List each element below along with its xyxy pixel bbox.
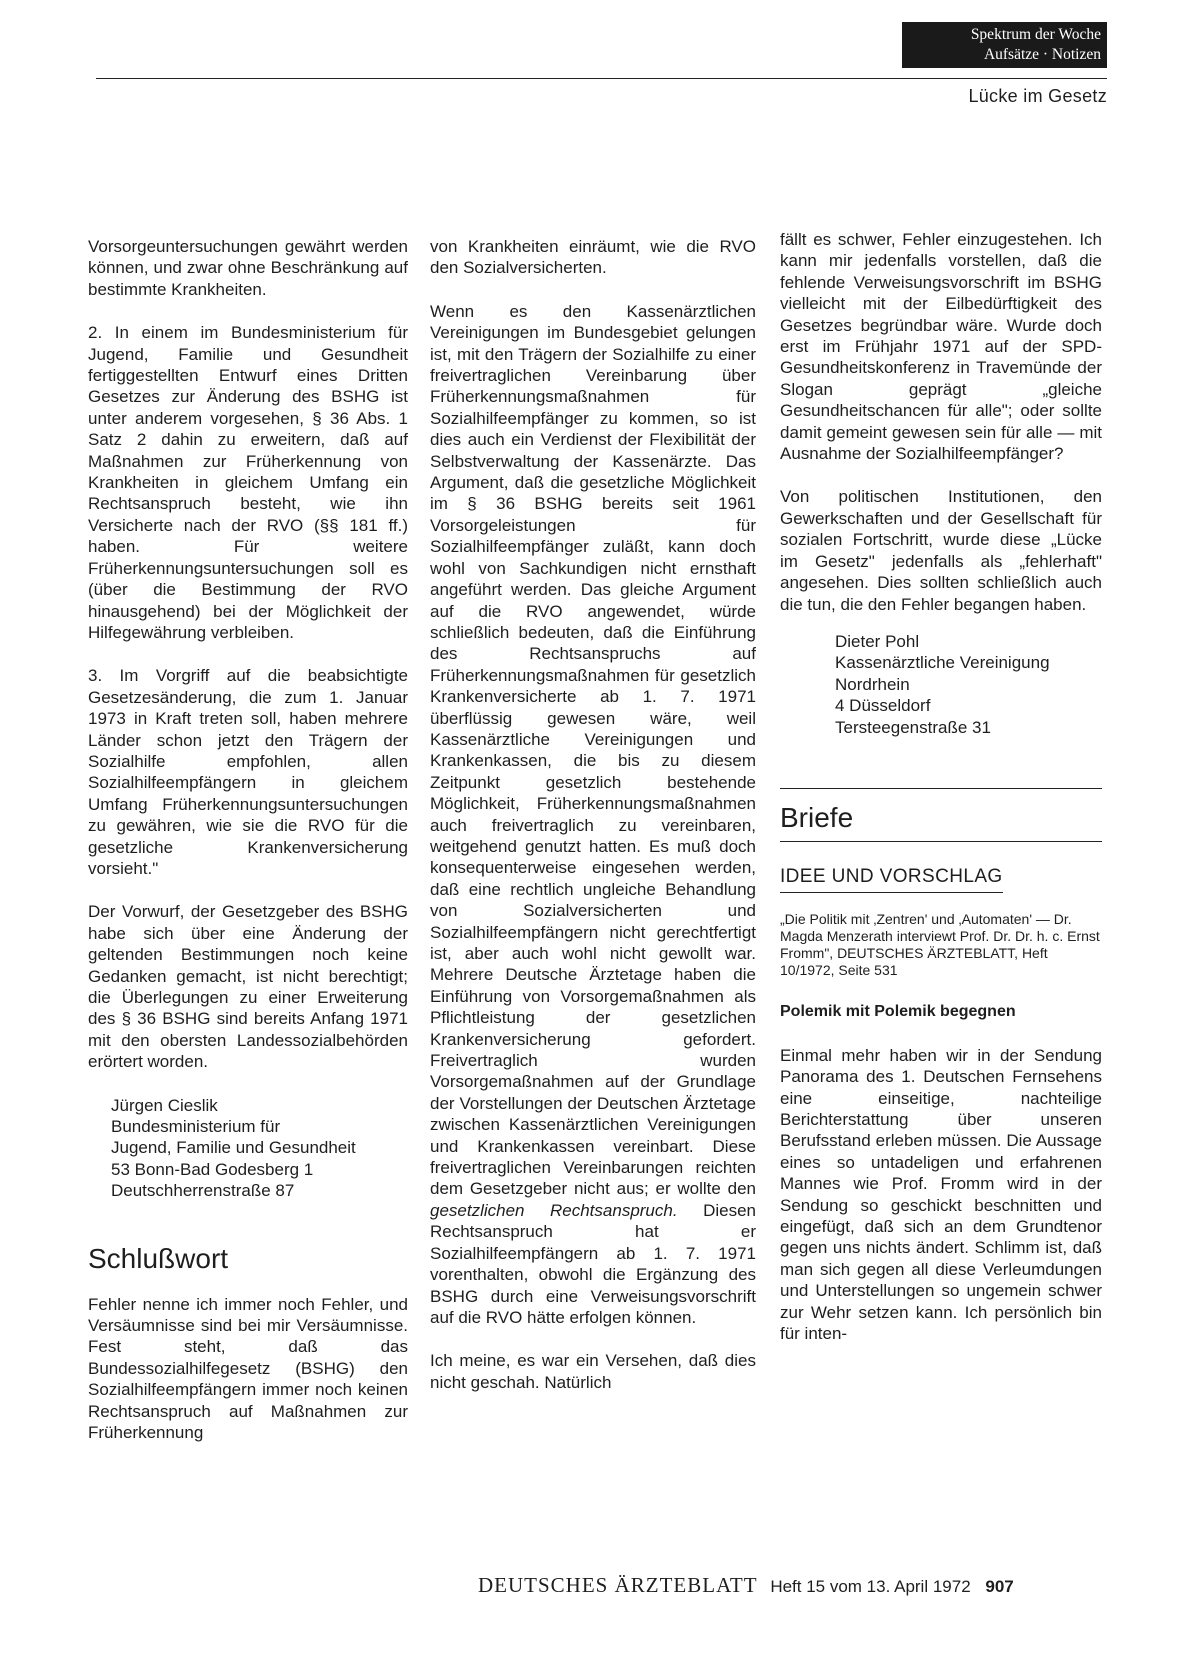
author-affiliation: Jugend, Familie und Gesundheit <box>111 1138 356 1158</box>
paragraph-text: Wenn es den Kassenärztlichen Vereinigungen im Bundesgebiet gelungen ist, mit den Trägern der Sozialhilfe zu einer freivertraglichen Vereinbarung über Früherkennungsmaßnahmen für Sozialhilfeempfänger zu kommen, so ist dies auch ein Verdienst der Flexibilität der Selbstverwaltung der Kassenärzte. Das Argument, daß die gesetzliche Möglichkeit im § 36 BSHG bereits seit 1961 Vorsorgeleistungen für Sozialhilfeempfänger zuläßt, kann doch wohl von Sachkundigen nicht ernsthaft angeführt werden. Das gleiche Argument auf die RVO angewendet, würde schließlich bedeuten, daß die Einführung des Rechtsanspruchs auf Früherkennungsmaßnahmen für gesetzlich Krankenversicherte ab 1. 7. 1971 überflüssig gewesen wäre, weil Kassenärztliche Vereinigungen und Krankenkassen, die bis zu diesem Zeitpunkt gesetzlich bestehende Möglichkeit, Früherkennungsmaßnahmen auch freivertraglich zu vereinbaren, weitgehend genutzt hatten. Es muß doch konsequenterweise eingesehen werden, daß eine rechtlich ungleiche Behandlung von Sozialversicherten und Sozialhilfeempfängern nicht gerechtfertigt ist, aber auch wohl nicht gewollt war. Mehrere Deutsche Ärztetage haben die Einführung von Vorsorgemaßnahmen als Pflichtleistung der gesetzlichen Krankenversicherung gefordert. Freivertraglich wurden Vorsorgemaßnahmen auf der Grundlage der Vorstellungen der Deutschen Ärztetage zwischen Kassenärztlichen Vereinigungen und Krankenkassen vereinbart. Diese freivertraglichen Vereinbarungen reichten dem Gesetzgeber nicht aus; er wollte den <box>430 301 756 1199</box>
paragraph <box>430 301 756 1329</box>
section-badge-line1: Spektrum der Woche <box>970 26 1101 43</box>
rubric-label: IDEE UND VORSCHLAG <box>780 866 1003 893</box>
paragraph: Von politischen Institutionen, den Gewerkschaften und der Gesellschaft für sozialen Fortschritt, wurde diese „Lücke im Gesetz" jedenfalls als „fehlerhaft" angesehen. Dies sollten schließlich auch die tun, die den Fehler begangen haben. <box>780 487 1102 614</box>
author-signature <box>780 631 1102 738</box>
column-1 <box>88 236 408 1466</box>
section-badge <box>902 22 1107 68</box>
paragraph: Einmal mehr haben wir in der Sendung Panorama des 1. Deutschen Fernsehens eine einseitige, nachteilige Berichterstattung über unseren Berufsstand erleben müssen. Die Aussage eines so untadeligen und erfahrenen Mannes wie Prof. Fromm wird in der Sendung so geschickt beschnitten und eingefügt, daß sich an dem Grundtenor gegen uns nichts ändert. Schlimm ist, daß man sich gegen all diese Verleumdungen und Unterstellungen so ungemein schwer zur Wehr setzen kann. Ich persönlich bin für inten- <box>780 1045 1102 1344</box>
paragraph: Vorsorgeuntersuchungen gewährt werden können, und zwar ohne Beschränkung auf bestimmte Krankheiten. <box>88 237 408 299</box>
letter-title: Polemik mit Polemik begegnen <box>780 1003 1016 1021</box>
paragraph: Der Vorwurf, der Gesetzgeber des BSHG habe sich über eine Änderung der geltenden Bestimmungen noch keine Gedanken gemacht, ist nicht berechtigt; die Überlegungen zu einer Erweiterung des § 36 BSHG sind bereits Anfang 1971 mit den obersten Landessozialbehörden erörtert worden. <box>88 902 408 1072</box>
page-topic: Lücke im Gesetz <box>968 86 1107 106</box>
section-heading: Briefe <box>780 801 854 833</box>
author-name: Jürgen Cieslik <box>111 1095 218 1115</box>
paragraph: Fehler nenne ich immer noch Fehler, und Versäumnisse sind bei mir Versäumnisse. Fest steht, daß das Bundessozialhilfegesetz (BSHG) den Sozialhilfeempfängern immer noch keinen Rechtsanspruch auf Maßnahmen zur Früherkennung <box>88 1294 408 1443</box>
page-footer <box>478 1573 1014 1598</box>
paragraph-text: Diesen Rechtsanspruch hat er Sozialhilfeempfängern ab 1. 7. 1971 vorenthalten, obwohl die Ergänzung des BSHG durch eine Verweisungsvorschrift auf die RVO hätte erfolgen können. <box>430 1200 756 1327</box>
paragraph: Ich meine, es war ein Versehen, daß dies nicht geschah. Natürlich <box>430 1351 756 1392</box>
header-rule <box>96 78 1107 79</box>
author-affiliation: Nordrhein <box>835 674 910 694</box>
citation: „Die Politik mit ‚Zentren' und ‚Automaten' — Dr. Magda Menzerath interviewt Prof. Dr. Dr. h. c. Ernst Fromm", DEUTSCHES ÄRZTEBLATT, Heft 10/1972, Seite 531 <box>780 911 1100 979</box>
author-street: Tersteegenstraße 31 <box>835 717 991 737</box>
issue-info: Heft 15 vom 13. April 1972 <box>770 1577 971 1596</box>
column-3 <box>780 229 1102 1366</box>
author-street: Deutschherrenstraße 87 <box>111 1181 295 1201</box>
column-2 <box>430 236 756 1415</box>
author-name: Dieter Pohl <box>835 631 920 651</box>
paragraph: fällt es schwer, Fehler einzugestehen. Ich kann mir jedenfalls vorstellen, daß die fehlende Verweisungsvorschrift im BSHG vielleicht mit der Eilbedürftigkeit des Gesetzes begründbar wäre. Wurde doch erst im Frühjahr 1971 auf der SPD-Gesundheitskonferenz in Travemünde der Slogan geprägt „gleiche Gesundheitschancen für alle"; oder sollte damit gemeint gewesen sein für alle — mit Ausnahme der Sozialhilfeempfänger? <box>780 230 1102 464</box>
section-heading: Schlußwort <box>88 1242 229 1274</box>
author-signature <box>88 1095 408 1202</box>
paragraph: von Krankheiten einräumt, wie die RVO den Sozialversicherten. <box>430 237 756 278</box>
emphasized-text: gesetzlichen Rechtsanspruch. <box>430 1200 678 1220</box>
paragraph: 2. In einem im Bundesministerium für Jugend, Familie und Gesundheit fertiggestellten Entwurf eines Dritten Gesetzes zur Änderung des BSHG ist unter anderem vorgesehen, § 36 Abs. 1 Satz 2 dahin zu erweitern, daß auf Maßnahmen zur Früherkennung von Krankheiten in gleichem Umfang ein Rechtsanspruch besteht, wie ihn Versicherte nach der RVO (§§ 181 ff.) haben. Für weitere Früherkennungsuntersuchungen soll es (über die Bestimmung der RVO hinausgehend) bei der Möglichkeit der Hilfegewährung verbleiben. <box>88 323 408 642</box>
page-number: 907 <box>985 1577 1014 1596</box>
letters-section-header <box>780 788 1102 842</box>
journal-name: DEUTSCHES ÄRZTEBLATT <box>478 1573 758 1597</box>
author-affiliation: Kassenärztliche Vereinigung <box>835 653 1050 673</box>
author-city: 4 Düsseldorf <box>835 696 931 716</box>
author-city: 53 Bonn-Bad Godesberg 1 <box>111 1159 314 1179</box>
paragraph: 3. Im Vorgriff auf die beabsichtigte Gesetzesänderung, die zum 1. Januar 1973 in Kraft treten soll, haben mehrere Länder schon jetzt den Trägern der Sozialhilfe empfohlen, allen Sozialhilfeempfängern in gleichem Umfang Früherkennungsuntersuchungen zu gewähren, wie sie die RVO für die gesetzliche Krankenversicherung vorsieht." <box>88 666 408 878</box>
author-affiliation: Bundesministerium für <box>111 1117 281 1137</box>
section-badge-line2: Aufsätze · Notizen <box>983 46 1101 63</box>
